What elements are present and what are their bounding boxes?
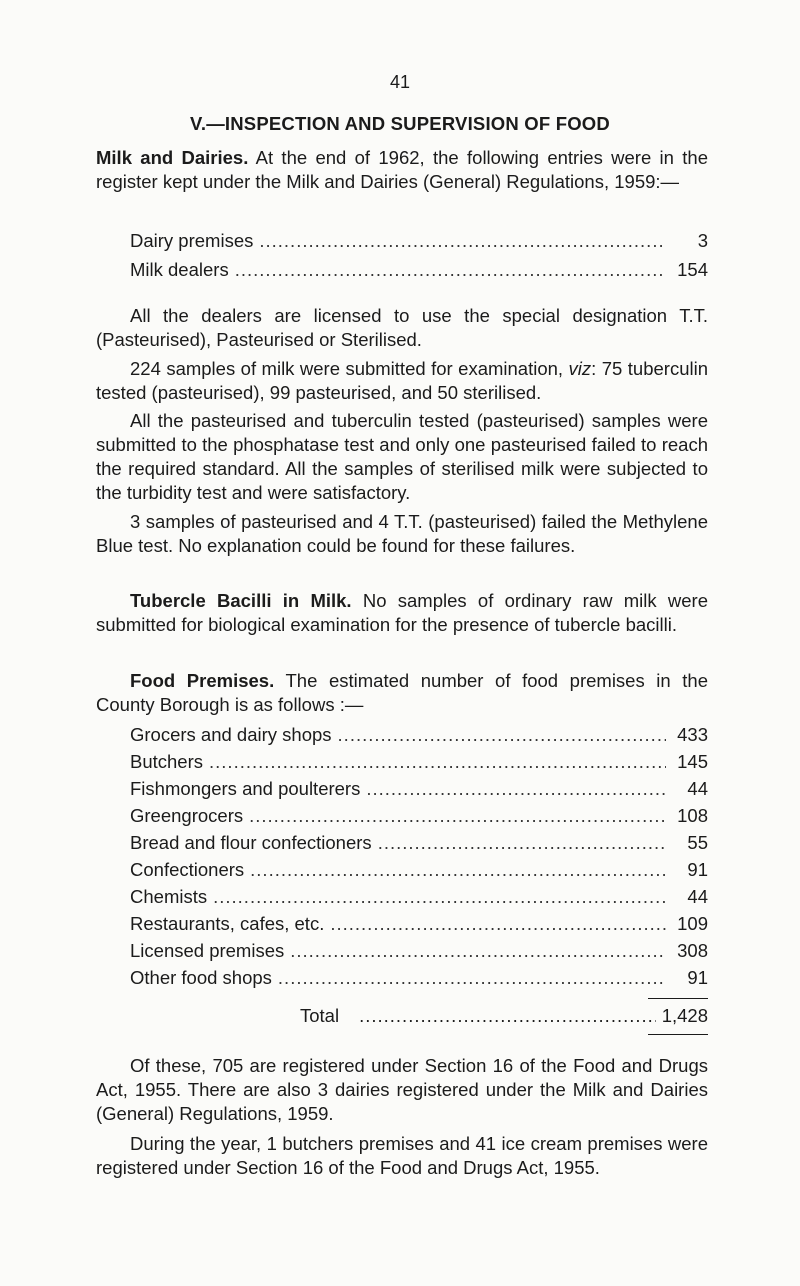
leader-dots xyxy=(290,939,666,963)
food-premises-title: Food Premises. xyxy=(130,670,275,691)
food-premises-intro-text: The estimated number of food premises in the County Borough is as follows :— xyxy=(96,670,709,715)
premises-value: 44 xyxy=(687,886,708,907)
premises-label: Butchers xyxy=(130,751,204,772)
total-rule-bottom xyxy=(648,1034,708,1035)
viz-text: viz xyxy=(568,358,592,379)
premises-row xyxy=(130,966,708,990)
methylene-paragraph: 3 samples of pasteurised and 4 T.T. (pasteurised) failed the Methylene Blue test. No explanation could be found for these failures. xyxy=(96,511,708,556)
premises-row xyxy=(130,750,708,774)
leader-dots xyxy=(378,831,666,855)
total-row xyxy=(300,1004,708,1028)
premises-row xyxy=(130,912,708,936)
premises-row xyxy=(130,858,708,882)
premises-label: Restaurants, cafes, etc. xyxy=(130,913,325,934)
premises-row xyxy=(130,804,708,828)
leader-dots xyxy=(250,858,666,882)
premises-label: Confectioners xyxy=(130,859,245,880)
premises-row xyxy=(130,939,708,963)
premises-value: 145 xyxy=(677,751,708,772)
premises-label: Licensed premises xyxy=(130,940,285,961)
during-year-paragraph: During the year, 1 butchers premises and 41 ice cream premises were registered under Section 16 of the Food and Drugs Act, 1955. xyxy=(96,1133,708,1178)
tubercle-paragraph xyxy=(96,589,708,637)
samples-text-b: : 75 tuberculin tested (pasteurised), 99 pasteurised, and 50 sterilised. xyxy=(96,358,709,403)
tubercle-section-title: Tubercle Bacilli in Milk. xyxy=(130,590,352,611)
leader-dots xyxy=(249,804,666,828)
leader-dots xyxy=(213,885,666,909)
milk-entry-row xyxy=(130,258,708,282)
premises-row xyxy=(130,831,708,855)
premises-value: 109 xyxy=(677,913,708,934)
premises-label: Other food shops xyxy=(130,967,272,988)
total-label: Total xyxy=(300,1005,340,1026)
samples-paragraph xyxy=(96,357,708,405)
leader-dots xyxy=(330,912,666,936)
premises-row xyxy=(130,777,708,801)
leader-dots xyxy=(338,723,666,747)
entry-label: Dairy premises xyxy=(130,230,254,251)
samples-text-a: 224 samples of milk were submitted for examination, xyxy=(130,358,564,379)
premises-value: 91 xyxy=(687,967,708,988)
premises-row xyxy=(130,885,708,909)
food-premises-intro xyxy=(96,669,708,717)
premises-value: 308 xyxy=(677,940,708,961)
leader-dots xyxy=(366,777,666,801)
premises-label: Fishmongers and poulterers xyxy=(130,778,361,799)
entry-value: 3 xyxy=(697,230,708,251)
tubercle-text: No samples of ordinary raw milk were submitted for biological examination for the presence of tubercle bacilli. xyxy=(96,590,708,635)
entry-label: Milk dealers xyxy=(130,259,229,280)
leader-dots xyxy=(235,258,666,282)
entry-value: 154 xyxy=(677,259,708,280)
section-heading: V.—INSPECTION AND SUPERVISION OF FOOD xyxy=(190,113,610,134)
premises-value: 44 xyxy=(687,778,708,799)
milk-intro-text: At the end of 1962, the following entries were in the register kept under the Milk and Dairies (General) Regulations, 1959:— xyxy=(96,147,708,192)
premises-row xyxy=(130,723,708,747)
premises-label: Grocers and dairy shops xyxy=(130,724,332,745)
page-number: 41 xyxy=(389,72,411,92)
premises-value: 433 xyxy=(677,724,708,745)
phosphatase-paragraph: All the pasteurised and tuberculin tested (pasteurised) samples were submitted to the phosphatase test and only one pasteurised failed to reach the required standard. All the samples of sterilised milk were subjected to the turbidity test and were satisfactory. xyxy=(96,410,708,503)
premises-value: 91 xyxy=(687,859,708,880)
premises-value: 55 xyxy=(687,832,708,853)
total-rule-top xyxy=(648,998,708,999)
premises-label: Chemists xyxy=(130,886,208,907)
licensing-paragraph: All the dealers are licensed to use the special designation T.T. (Pasteurised), Pasteurised or Sterilised. xyxy=(96,305,708,350)
milk-intro-paragraph xyxy=(96,146,708,194)
premises-label: Greengrocers xyxy=(130,805,244,826)
leader-dots xyxy=(278,966,666,990)
leader-dots xyxy=(359,1004,656,1028)
premises-value: 108 xyxy=(677,805,708,826)
leader-dots xyxy=(209,750,666,774)
registration-paragraph: Of these, 705 are registered under Section 16 of the Food and Drugs Act, 1955. There are also 3 dairies registered under the Milk and Dairies (General) Regulations, 1959. xyxy=(96,1055,708,1124)
total-value: 1,428 xyxy=(661,1005,708,1026)
premises-label: Bread and flour confectioners xyxy=(130,832,372,853)
milk-section-title: Milk and Dairies. xyxy=(96,147,249,168)
milk-entry-row xyxy=(130,229,708,253)
leader-dots xyxy=(259,229,666,253)
